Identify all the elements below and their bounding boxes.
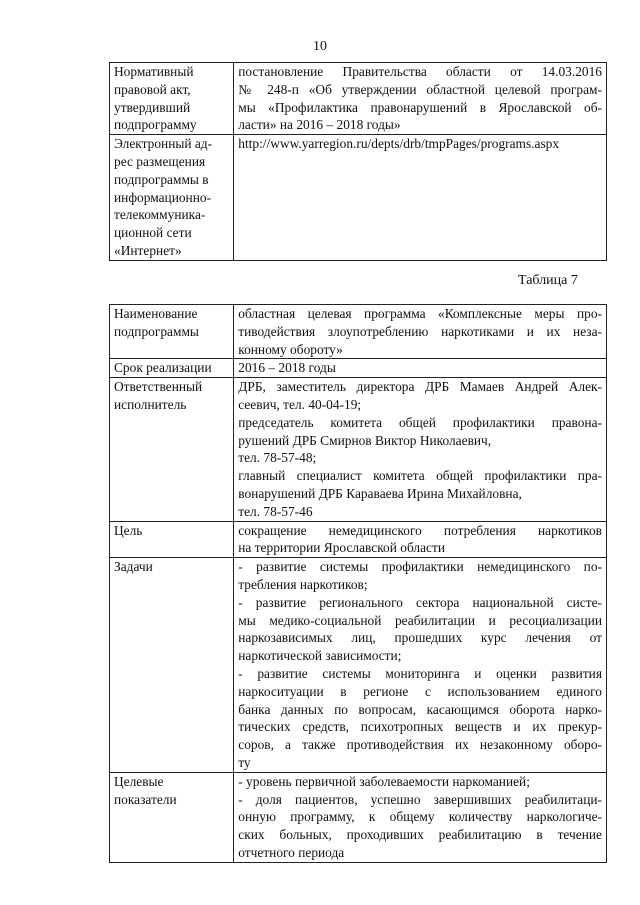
label-line: подпрограммы: [114, 323, 199, 339]
label-line: Срок реализации: [114, 360, 212, 376]
content-line: рушений ДРБ Смирнов Виктор Николаевич,: [238, 432, 492, 448]
label-line: исполнитель: [114, 396, 187, 412]
content-line: главный специалист комитета общей профилактики пра-: [238, 468, 602, 484]
table-row: [110, 305, 607, 359]
table-caption: Таблица 7: [518, 273, 578, 288]
content-line: наркозависимых лиц, прошедших курс лечения от: [238, 630, 602, 646]
content-line: ту: [238, 754, 251, 770]
label-line: правовой акт,: [114, 81, 191, 97]
content-line: сеевич, тел. 40-04-19;: [238, 396, 362, 412]
label-line: «Интернет»: [114, 242, 182, 258]
content-line: областная целевая программа «Комплексные меры про-: [238, 306, 602, 321]
label-line: рес размещения: [114, 153, 206, 169]
label-line: подпрограммы в: [114, 171, 209, 187]
row-content: [234, 63, 607, 135]
content-line: банка данных по вопросам, касающимся оборота нарко-: [238, 701, 602, 717]
content-line: мы медико-социальной реабилитации и ресоциализации: [238, 612, 602, 628]
content-line: - развитие регионального сектора национальной систе-: [238, 594, 602, 610]
content-line: наркоситуации в регионе с использованием единого: [238, 683, 602, 699]
program-details-table: [109, 304, 607, 863]
content-line: сокращение немедицинского потребления наркотиков: [238, 522, 602, 538]
content-line: тиводействия злоупотреблению наркотиками и их неза-: [238, 323, 602, 339]
label-line: ционной сети: [114, 225, 192, 241]
content-line: - развитие системы профилактики немедицинского по-: [238, 559, 602, 575]
page-number: 10: [313, 39, 327, 54]
table-row: [110, 63, 607, 135]
label-line: Электронный ад-: [114, 136, 213, 152]
label-line: Нормативный: [114, 64, 194, 79]
row-content: [234, 521, 607, 558]
row-content: [234, 558, 607, 773]
row-label: [110, 521, 234, 558]
label-line: Ответственный: [114, 379, 203, 395]
content-line: на территории Ярославской области: [238, 540, 446, 556]
content-line: - развитие системы мониторинга и оценки развития: [238, 665, 602, 681]
content-line: ДРБ, заместитель директора ДРБ Мамаев Андрей Алек-: [238, 379, 602, 395]
row-content: [234, 772, 607, 862]
row-label: [110, 772, 234, 862]
label-line: Цель: [114, 522, 143, 538]
content-line: ласти» на 2016 – 2018 годы»: [238, 117, 401, 133]
row-label: [110, 305, 234, 359]
row-content: [234, 305, 607, 359]
row-content: [234, 378, 607, 521]
content-line: требления наркотиков;: [238, 576, 368, 592]
row-label: [110, 63, 234, 135]
content-line: тел. 78-57-46: [238, 503, 313, 519]
content-line: конному обороту»: [238, 341, 343, 357]
row-label: [110, 378, 234, 521]
row-label: [110, 558, 234, 773]
content-line: наркотической зависимости;: [238, 648, 402, 664]
content-line: тических средств, психотропных веществ и их прекур-: [238, 719, 602, 735]
content-line: ских больных, проходивших реабилитацию в течение: [238, 827, 602, 843]
label-line: Целевые: [114, 773, 164, 789]
content-line: - доля пациентов, успешно завершивших реабилитаци-: [238, 791, 602, 807]
table-row: [110, 135, 607, 261]
row-label: [110, 359, 234, 378]
content-line: постановление Правительства области от 14.03.2016: [238, 64, 602, 79]
content-line: - уровень первичной заболеваемости наркоманией;: [238, 773, 530, 789]
label-line: телекоммуника-: [114, 207, 206, 223]
content-line: онную программу, к общему количеству наркологиче-: [238, 809, 602, 825]
content-line: мы «Профилактика правонарушений в Ярославской об-: [238, 99, 602, 115]
table-row: [110, 521, 607, 558]
content-line: № 248-п «Об утверждении областной целевой програм-: [238, 81, 602, 97]
label-line: утвердивший: [114, 99, 191, 115]
label-line: показатели: [114, 791, 177, 807]
table-row: [110, 359, 607, 378]
subprogram-info-table: [109, 62, 607, 261]
label-line: информационно-: [114, 189, 212, 205]
label-line: Задачи: [114, 559, 153, 575]
table-row: [110, 378, 607, 521]
website-url: http://www.yarregion.ru/depts/drb/tmpPages/programs.aspx: [238, 136, 560, 152]
content-line: 2016 – 2018 годы: [238, 360, 336, 376]
row-content: [234, 359, 607, 378]
table-row: [110, 558, 607, 773]
label-line: подпрограмму: [114, 117, 197, 133]
content-line: соров, а также противодействия их незаконному оборо-: [238, 737, 602, 753]
row-content: [234, 135, 607, 261]
content-line: отчетного периода: [238, 844, 345, 860]
row-label: [110, 135, 234, 261]
content-line: председатель комитета общей профилактики правона-: [238, 414, 602, 430]
content-line: вонарушений ДРБ Караваева Ирина Михайловна,: [238, 485, 522, 501]
content-line: тел. 78-57-48;: [238, 450, 317, 466]
label-line: Наименование: [114, 306, 198, 321]
table-row: [110, 772, 607, 862]
